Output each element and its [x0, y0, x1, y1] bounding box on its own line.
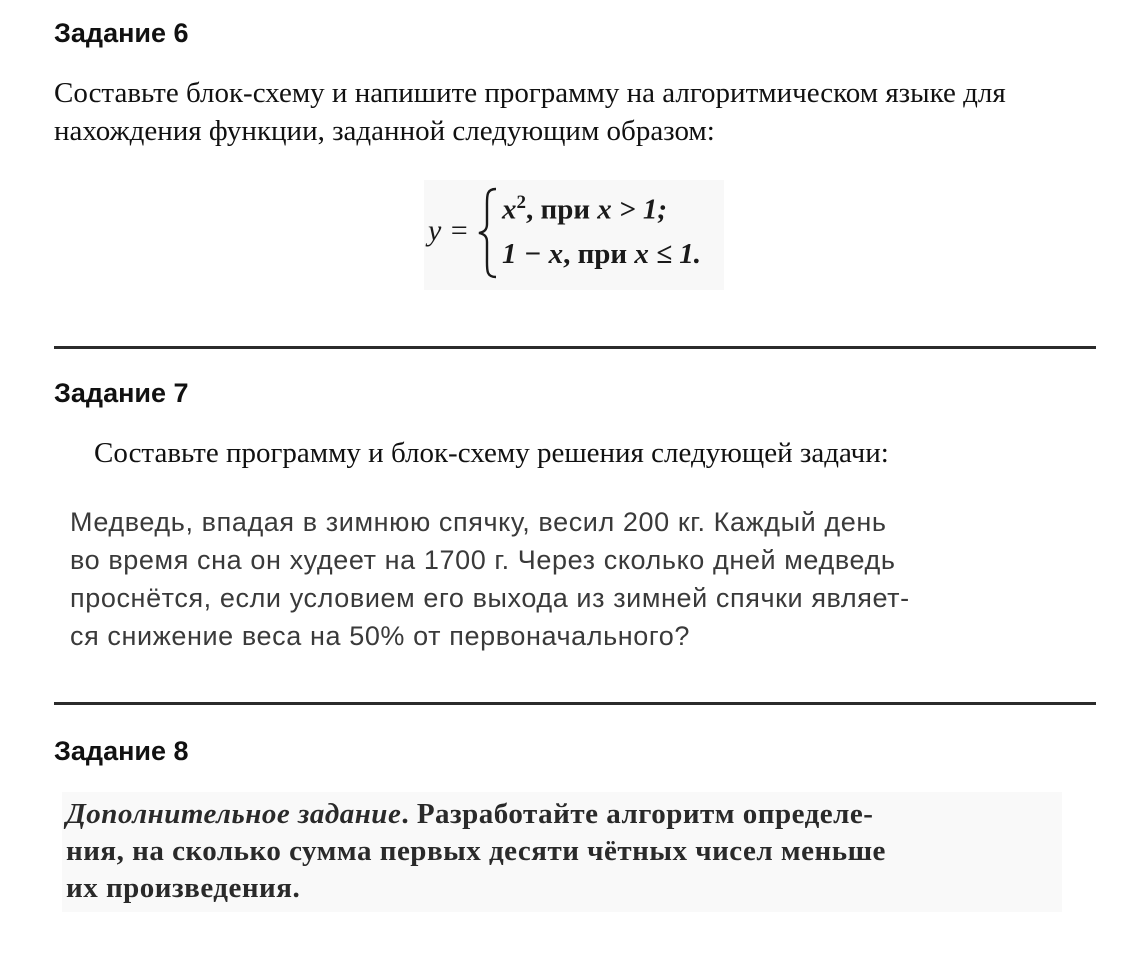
divider-1	[54, 346, 1096, 349]
task-8-line-2: ния, на сколько сумма первых десяти чётных чисел меньше	[66, 835, 886, 867]
task-8-scan	[62, 792, 1062, 912]
task-6-line-2: нахождения функции, заданной следующим образом:	[54, 115, 715, 147]
curly-brace-icon	[476, 186, 500, 280]
formula-case-2	[502, 238, 701, 271]
task-6-line-1: Составьте блок-схему и напишите программу на алгоритмическом языке для	[54, 77, 1006, 109]
task-6-text	[54, 74, 1006, 150]
formula-case-1	[502, 192, 667, 227]
formula-lhs: y =	[428, 214, 470, 247]
task-6-heading: Задание 6	[54, 18, 189, 48]
case-1-expression: x	[502, 193, 517, 226]
case-2-expression: 1 − x	[502, 238, 564, 270]
task-8-lead-punct: .	[401, 798, 417, 830]
task-7-intro: Составьте программу и блок-схему решения следующей задачи:	[94, 437, 889, 469]
case-1-exponent: 2	[516, 192, 526, 213]
divider-2	[54, 702, 1096, 705]
case-2-word: , при	[563, 238, 635, 270]
task-8-heading: Задание 8	[54, 736, 189, 766]
task-7-problem-text	[70, 503, 1070, 655]
problem-line: Медведь, впадая в зимнюю спячку, весил 200 кг. Каждый день	[70, 507, 887, 537]
case-2-condition: x ≤ 1.	[634, 238, 702, 270]
task-8-line-1: Разработайте алгоритм определе-	[416, 798, 874, 830]
task-7-heading: Задание 7	[54, 378, 189, 408]
task-8-line-3: их произведения.	[66, 872, 301, 904]
problem-line: во время сна он худеет на 1700 г. Через сколько дней медведь	[70, 545, 896, 575]
case-1-word: , при	[526, 193, 598, 226]
case-1-condition: x > 1;	[597, 193, 667, 226]
task-8-lead: Дополнительное задание	[66, 798, 402, 830]
task-8-text	[66, 796, 1056, 907]
problem-line: проснётся, если условием его выхода из зимней спячки являет-	[70, 583, 910, 613]
problem-line: ся снижение веса на 50% от первоначального?	[70, 621, 690, 651]
piecewise-formula	[424, 180, 724, 290]
